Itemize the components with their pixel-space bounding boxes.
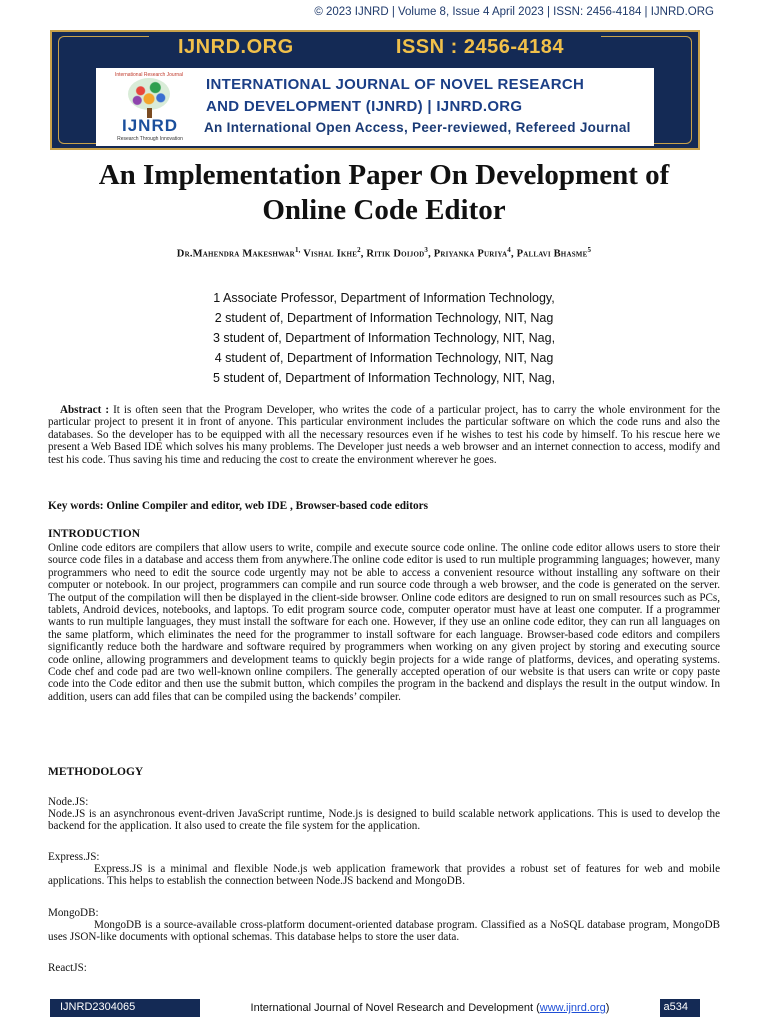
- journal-title-line1: INTERNATIONAL JOURNAL OF NOVEL RESEARCH: [206, 76, 585, 93]
- keywords: Key words: Online Compiler and editor, web IDE , Browser-based code editors: [48, 500, 429, 512]
- nodejs-text: Node.JS is an asynchronous event-driven JavaScript runtime, Node.js is designed to build scalable network applications. This is used to develop the backend for the application. It also used to create the file system for the application.: [48, 808, 720, 833]
- page-footer: [50, 999, 700, 1017]
- author-sup: 4: [507, 246, 511, 254]
- banner-inner: [96, 68, 654, 146]
- tree-icon: [128, 78, 170, 110]
- methodology-heading: METHODOLOGY: [48, 766, 144, 778]
- abstract-label: Abstract :: [60, 404, 110, 416]
- logo-name: IJNRD: [121, 116, 178, 135]
- reactjs-label: ReactJS:: [48, 962, 87, 974]
- journal-banner: [50, 30, 700, 150]
- abstract-text: It is often seen that the Program Developer, who writes the code of a particular project, has to carry the whole environment for the particular project to present it in front of anyone. This particular environment includes the particular software on which the code runs and also the databases. So the developer has to be equipped with all the necessary resources even if he wishes to test his code by himself. To his rescue here we present a Web Based IDE which solves his many problems. The Developer just needs a web browser and an internet connection to access, modify and test his code. Thus saving his time and reducing the cost to create the environment wherever he goes.: [48, 404, 721, 466]
- footer-journal-text: International Journal of Novel Research and Development (: [250, 1002, 540, 1014]
- author-list: [0, 246, 768, 260]
- footer-journal-close: ): [605, 1002, 610, 1014]
- introduction-text: Online code editors are compilers that allow users to write, compile and execute source code online. The online code editor allows users to store their source code files in a database and access them from anywhere.The online code editor is used to run multiple programming languages; however, many programmers who need to edit the source code urgently may not be able to access a convenient resource without installing any software on their computer or notebook. In our project, programmers can compile and run source code through a web browser, and the code is generated on the server. The output of the compilation will then be displayed in the client-side browser. Online code editors are designed to run on small resources such as PCs, tablets, Android devices, notebooks, and laptops. To edit program source code, computer operator must have at least one computer. If a programmer wants to run multiple languages, they must install the software for each one. However, if they use an online code editor, they can run all languages on the same platform, which eliminates the need for the programmer to install software for each language. Browser-based code editors and compilers significantly reduce both the hardware and software required by programmers when working on any given project by storing and executing source code online, allowing programmers and development teams to quickly begin projects for a wide range of platforms, devices, and operating systems. Code chef and code pad are two well-known online compilers. The generally accepted operation of our website is that users can write or copy paste code into the Code editor and then use the submit button, which compiles the program in the backend and displays the result in the output window. In addition, users can add files that can be compiled using the backends’ compiler.: [48, 542, 720, 703]
- author-name: , Pallavi Bhasme: [510, 248, 588, 260]
- author-sup: 5: [587, 246, 592, 254]
- paper-title-line1: An Implementation Paper On Development of: [98, 159, 670, 191]
- affiliation-item: 4 student of, Department of Information Technology, NIT, Nag: [214, 351, 554, 365]
- nodejs-label: Node.JS:: [48, 796, 89, 808]
- journal-website-link[interactable]: www.ijnrd.org: [539, 1002, 606, 1014]
- footer-journal: [200, 999, 660, 1017]
- logo-top-text: International Research Journal: [114, 72, 184, 78]
- journal-title-line3: An International Open Access, Peer-reviewed, Refereed Journal: [204, 120, 631, 135]
- journal-title-line2: AND DEVELOPMENT (IJNRD) | IJNRD.ORG: [206, 98, 523, 115]
- expressjs-text: Express.JS is a minimal and flexible Node.js web application framework that provides a robust set of features for web and mobile applications. This helps to establish the connection between Node.JS backend and MongoDB.: [48, 863, 720, 888]
- author-sup: 3: [424, 246, 429, 254]
- affiliation-item: 5 student of, Department of Information Technology, NIT, Nag,: [212, 371, 556, 385]
- page-number: a534: [663, 1001, 688, 1013]
- author-sup: 1,: [294, 246, 301, 254]
- mongodb-label: MongoDB:: [48, 907, 99, 919]
- expressjs-label: Express.JS:: [48, 851, 100, 863]
- banner-site: IJNRD.ORG: [178, 36, 294, 58]
- journal-logo: [108, 72, 190, 142]
- journal-info-line: © 2023 IJNRD | Volume 8, Issue 4 April 2023 | ISSN: 2456-4184 | IJNRD.ORG: [314, 6, 714, 18]
- affiliation-item: 2 student of, Department of Information Technology, NIT, Nag: [214, 311, 554, 325]
- author-name: , Ritik Doijod: [360, 248, 425, 260]
- author-name: Vishal Ikhe: [300, 248, 358, 260]
- author-name: Dr.Mahendra Makeshwar: [176, 248, 295, 260]
- author-sup: 2: [357, 246, 361, 254]
- abstract: [48, 404, 720, 466]
- paper-id: IJNRD2304065: [60, 1001, 136, 1013]
- affiliation-item: 3 student of, Department of Information Technology, NIT, Nag,: [212, 331, 556, 345]
- banner-issn: ISSN : 2456-4184: [395, 36, 564, 58]
- paper-title-line2: Online Code Editor: [262, 194, 506, 226]
- introduction-heading: INTRODUCTION: [48, 528, 141, 540]
- mongodb-text: MongoDB is a source-available cross-platform document-oriented database program. Classified as a NoSQL database program, MongoDB uses JSON-like documents with optional schemas. This database helps to store the user data.: [48, 919, 720, 944]
- affiliation-item: 1 Associate Professor, Department of Information Technology,: [213, 291, 555, 305]
- paper-title: [0, 158, 768, 228]
- logo-tagline: Research Through Innovation: [117, 136, 183, 142]
- author-name: , Priyanka Puriya: [428, 248, 508, 260]
- affiliation-list: [0, 288, 768, 388]
